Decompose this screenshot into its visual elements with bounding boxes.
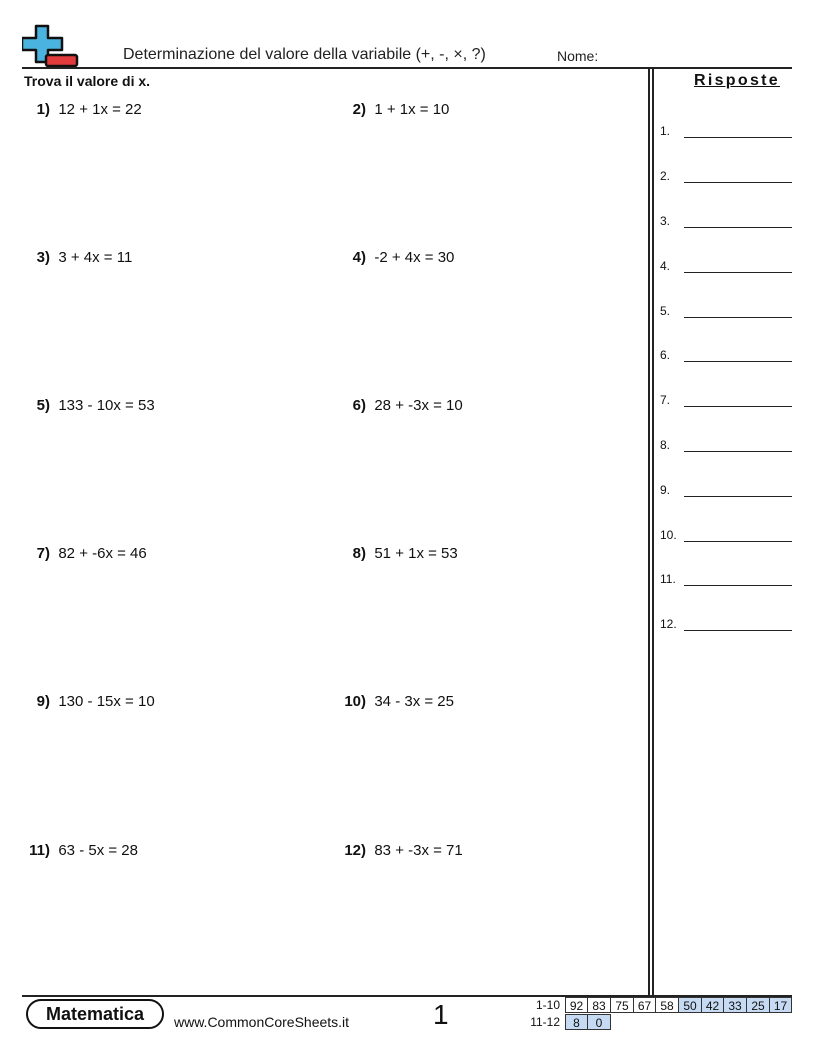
problem-equation: 133 - 10x = 53 bbox=[58, 397, 155, 414]
answer-line bbox=[684, 137, 792, 138]
name-label: Nome: bbox=[557, 48, 599, 64]
answer-label: 4. bbox=[660, 259, 671, 273]
problem-number: 2) bbox=[352, 101, 366, 118]
problem-11 bbox=[20, 842, 138, 859]
problem-5 bbox=[20, 397, 155, 414]
answer-label: 3. bbox=[660, 214, 671, 228]
answer-label: 10. bbox=[660, 528, 677, 542]
problem-number: 11) bbox=[29, 842, 50, 859]
top-rule bbox=[22, 67, 792, 69]
instructions: Trova il valore di x. bbox=[24, 73, 151, 89]
answer-slot-11[interactable] bbox=[660, 572, 792, 588]
score-cell: 25 bbox=[746, 997, 770, 1013]
answer-label: 7. bbox=[660, 393, 671, 407]
problem-equation: 1 + 1x = 10 bbox=[374, 101, 450, 118]
score-cell: 75 bbox=[610, 997, 634, 1013]
divider-line bbox=[648, 68, 650, 996]
answer-slot-10[interactable] bbox=[660, 528, 792, 544]
answer-label: 1. bbox=[660, 124, 671, 138]
problem-12 bbox=[336, 842, 463, 859]
score-cell: 67 bbox=[633, 997, 656, 1013]
answer-line bbox=[684, 406, 792, 407]
answer-slot-8[interactable] bbox=[660, 438, 792, 454]
answer-label: 8. bbox=[660, 438, 671, 452]
problem-equation: 130 - 15x = 10 bbox=[58, 693, 155, 710]
problem-9 bbox=[20, 693, 155, 710]
answer-label: 6. bbox=[660, 348, 671, 362]
answer-slot-9[interactable] bbox=[660, 483, 792, 499]
answers-title: Risposte bbox=[694, 72, 780, 89]
score-cell: 58 bbox=[655, 997, 679, 1013]
score-row-label: 1-10 bbox=[535, 998, 560, 1012]
problem-number: 6) bbox=[352, 397, 366, 414]
score-cell: 83 bbox=[587, 997, 611, 1013]
score-cell: 0 bbox=[587, 1014, 611, 1030]
answer-slot-5[interactable] bbox=[660, 304, 792, 320]
problem-number: 9) bbox=[36, 693, 50, 710]
brand-badge: Matematica bbox=[26, 999, 164, 1029]
problem-number: 1) bbox=[36, 101, 50, 118]
score-cell: 92 bbox=[565, 997, 588, 1013]
problem-number: 7) bbox=[36, 545, 50, 562]
answer-line bbox=[684, 496, 792, 497]
answer-line bbox=[684, 227, 792, 228]
plus-minus-logo-icon bbox=[22, 24, 80, 68]
problem-number: 5) bbox=[36, 397, 50, 414]
worksheet-title: Determinazione del valore della variabile (+, -, ×, ?) bbox=[123, 46, 486, 63]
answer-line bbox=[684, 317, 792, 318]
problem-equation: 3 + 4x = 11 bbox=[58, 249, 133, 266]
problem-equation: 83 + -3x = 71 bbox=[374, 842, 463, 859]
answer-slot-4[interactable] bbox=[660, 259, 792, 275]
score-row-label: 11-12 bbox=[530, 1015, 560, 1029]
problem-equation: 34 - 3x = 25 bbox=[374, 693, 454, 710]
problem-equation: 12 + 1x = 22 bbox=[58, 101, 142, 118]
problem-1 bbox=[20, 101, 142, 118]
site-url: www.CommonCoreSheets.it bbox=[174, 1014, 350, 1030]
answer-line bbox=[684, 361, 792, 362]
problem-equation: 82 + -6x = 46 bbox=[58, 545, 147, 562]
answer-slot-1[interactable] bbox=[660, 124, 792, 140]
answer-slot-6[interactable] bbox=[660, 348, 792, 364]
answer-slot-12[interactable] bbox=[660, 617, 792, 633]
answer-label: 12. bbox=[660, 617, 677, 631]
divider-line bbox=[652, 68, 654, 996]
problem-10 bbox=[336, 693, 454, 710]
answer-line bbox=[684, 585, 792, 586]
answer-slot-2[interactable] bbox=[660, 169, 792, 185]
problem-number: 10) bbox=[344, 693, 366, 710]
score-cell: 17 bbox=[769, 997, 792, 1013]
problem-equation: -2 + 4x = 30 bbox=[374, 249, 455, 266]
answer-label: 9. bbox=[660, 483, 671, 497]
answer-slot-3[interactable] bbox=[660, 214, 792, 230]
answer-line bbox=[684, 630, 792, 631]
answer-line bbox=[684, 272, 792, 273]
answer-line bbox=[684, 182, 792, 183]
problem-6 bbox=[336, 397, 463, 414]
problem-equation: 63 - 5x = 28 bbox=[58, 842, 138, 859]
problem-number: 3) bbox=[36, 249, 50, 266]
problem-equation: 28 + -3x = 10 bbox=[374, 397, 463, 414]
answer-line bbox=[684, 451, 792, 452]
problem-number: 8) bbox=[352, 545, 366, 562]
answer-label: 2. bbox=[660, 169, 671, 183]
answer-label: 5. bbox=[660, 304, 671, 318]
score-cell: 50 bbox=[678, 997, 702, 1013]
score-cell: 42 bbox=[701, 997, 724, 1013]
problem-4 bbox=[336, 249, 454, 266]
problem-2 bbox=[336, 101, 449, 118]
problem-3 bbox=[20, 249, 132, 266]
page-number: 1 bbox=[433, 999, 449, 1030]
problem-7 bbox=[20, 545, 147, 562]
answer-slot-7[interactable] bbox=[660, 393, 792, 409]
problem-equation: 51 + 1x = 53 bbox=[374, 545, 458, 562]
score-cell: 8 bbox=[565, 1014, 588, 1030]
problem-8 bbox=[336, 545, 458, 562]
answer-line bbox=[684, 541, 792, 542]
answer-label: 11. bbox=[660, 572, 676, 586]
score-cell: 33 bbox=[723, 997, 747, 1013]
problem-number: 4) bbox=[352, 249, 366, 266]
problem-number: 12) bbox=[344, 842, 366, 859]
